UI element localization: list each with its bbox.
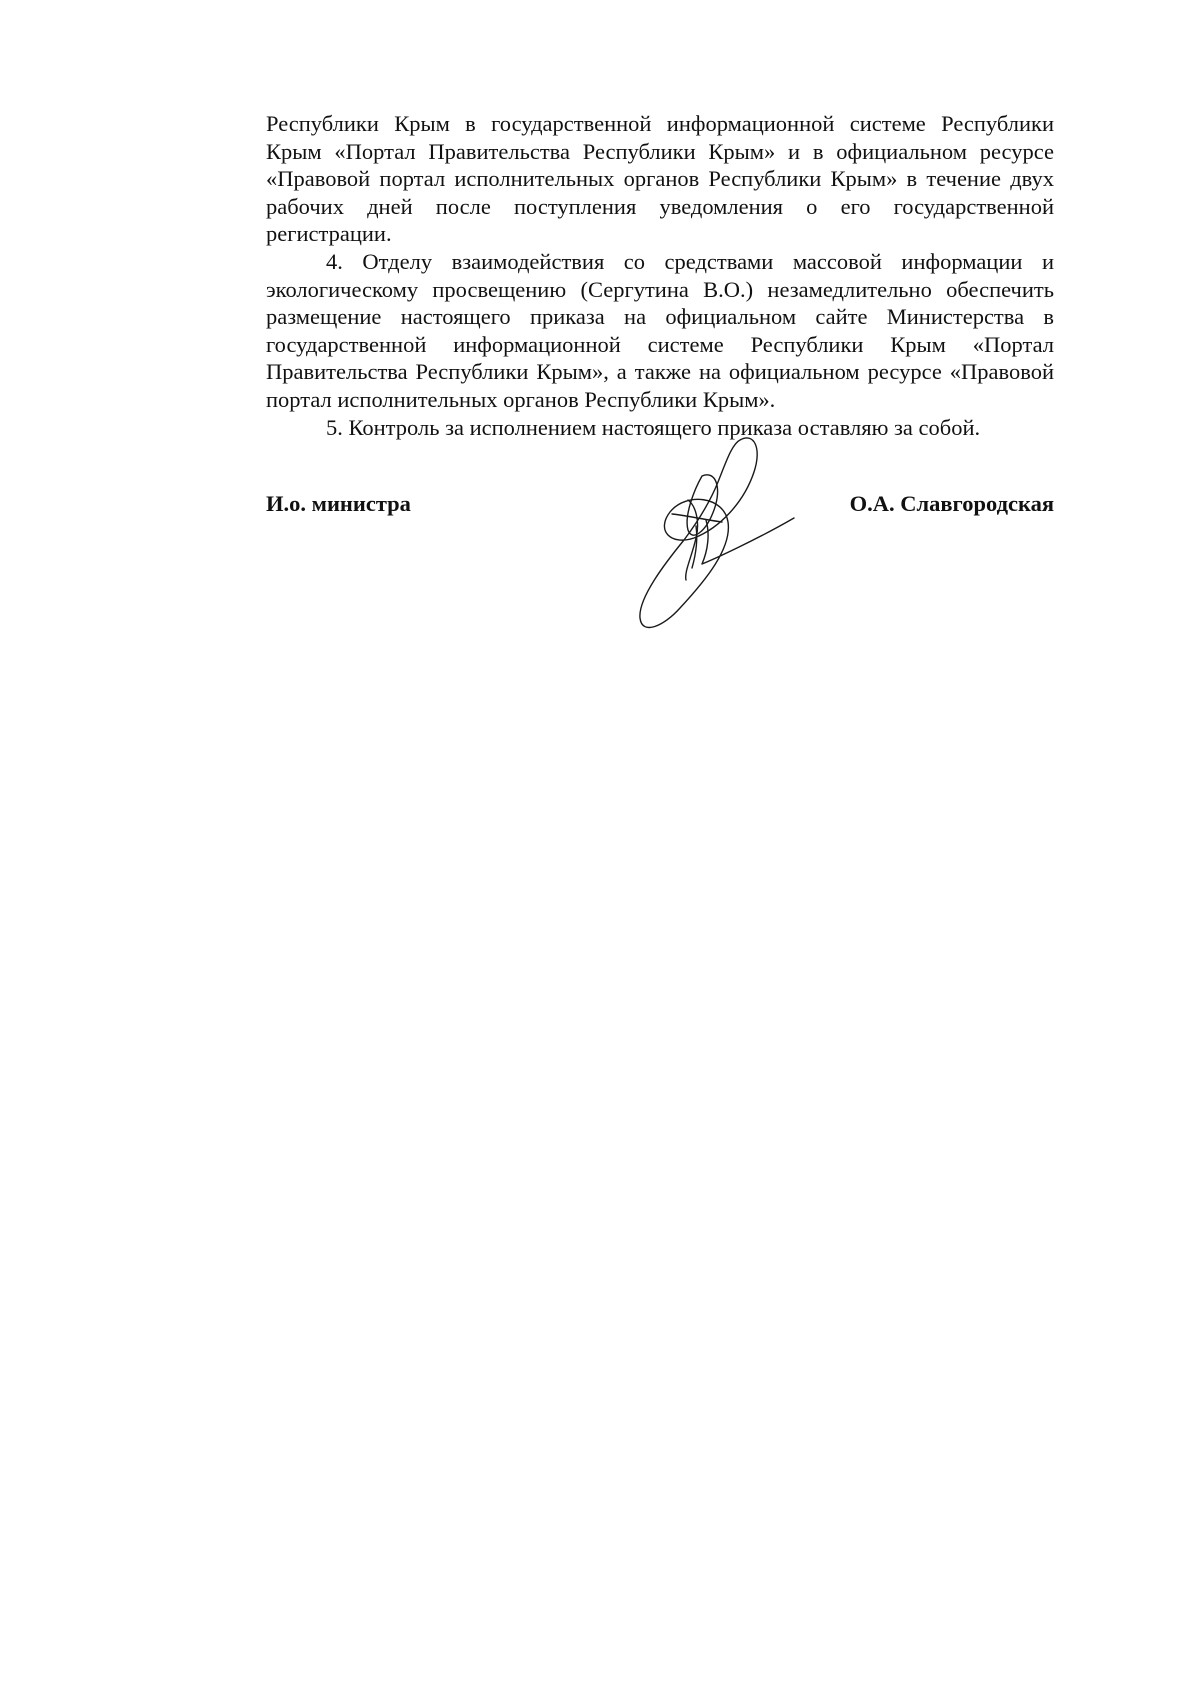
signatory-name: О.А. Славгородская [849, 491, 1054, 516]
signatory-role: И.о. министра [266, 491, 411, 516]
paragraph-registration-continuation: Республики Крым в государственной информационной системе Республики Крым «Портал Правительства Республики Крым» и в официальном ресурсе «Правовой портал исполнительных органов Республики Крым» в течение двух рабочих дней после поступления уведомления о его государственной регистрации. [266, 111, 1054, 247]
paragraph-item-4: 4. Отделу взаимодействия со средствами массовой информации и экологическому просвещению (Сергутина В.О.) незамедлительно обеспечить размещение настоящего приказа на официальном сайте Министерства в государственной информационной системе Республики Крым «Портал Правительства Республики Крым», а также на официальном ресурсе «Правовой портал исполнительных органов Республики Крым». [266, 248, 1054, 412]
handwritten-signature-icon [636, 430, 816, 640]
paragraph-item-5: 5. Контроль за исполнением настоящего приказа оставляю за собой. [326, 414, 981, 440]
document-body [266, 110, 1054, 441]
